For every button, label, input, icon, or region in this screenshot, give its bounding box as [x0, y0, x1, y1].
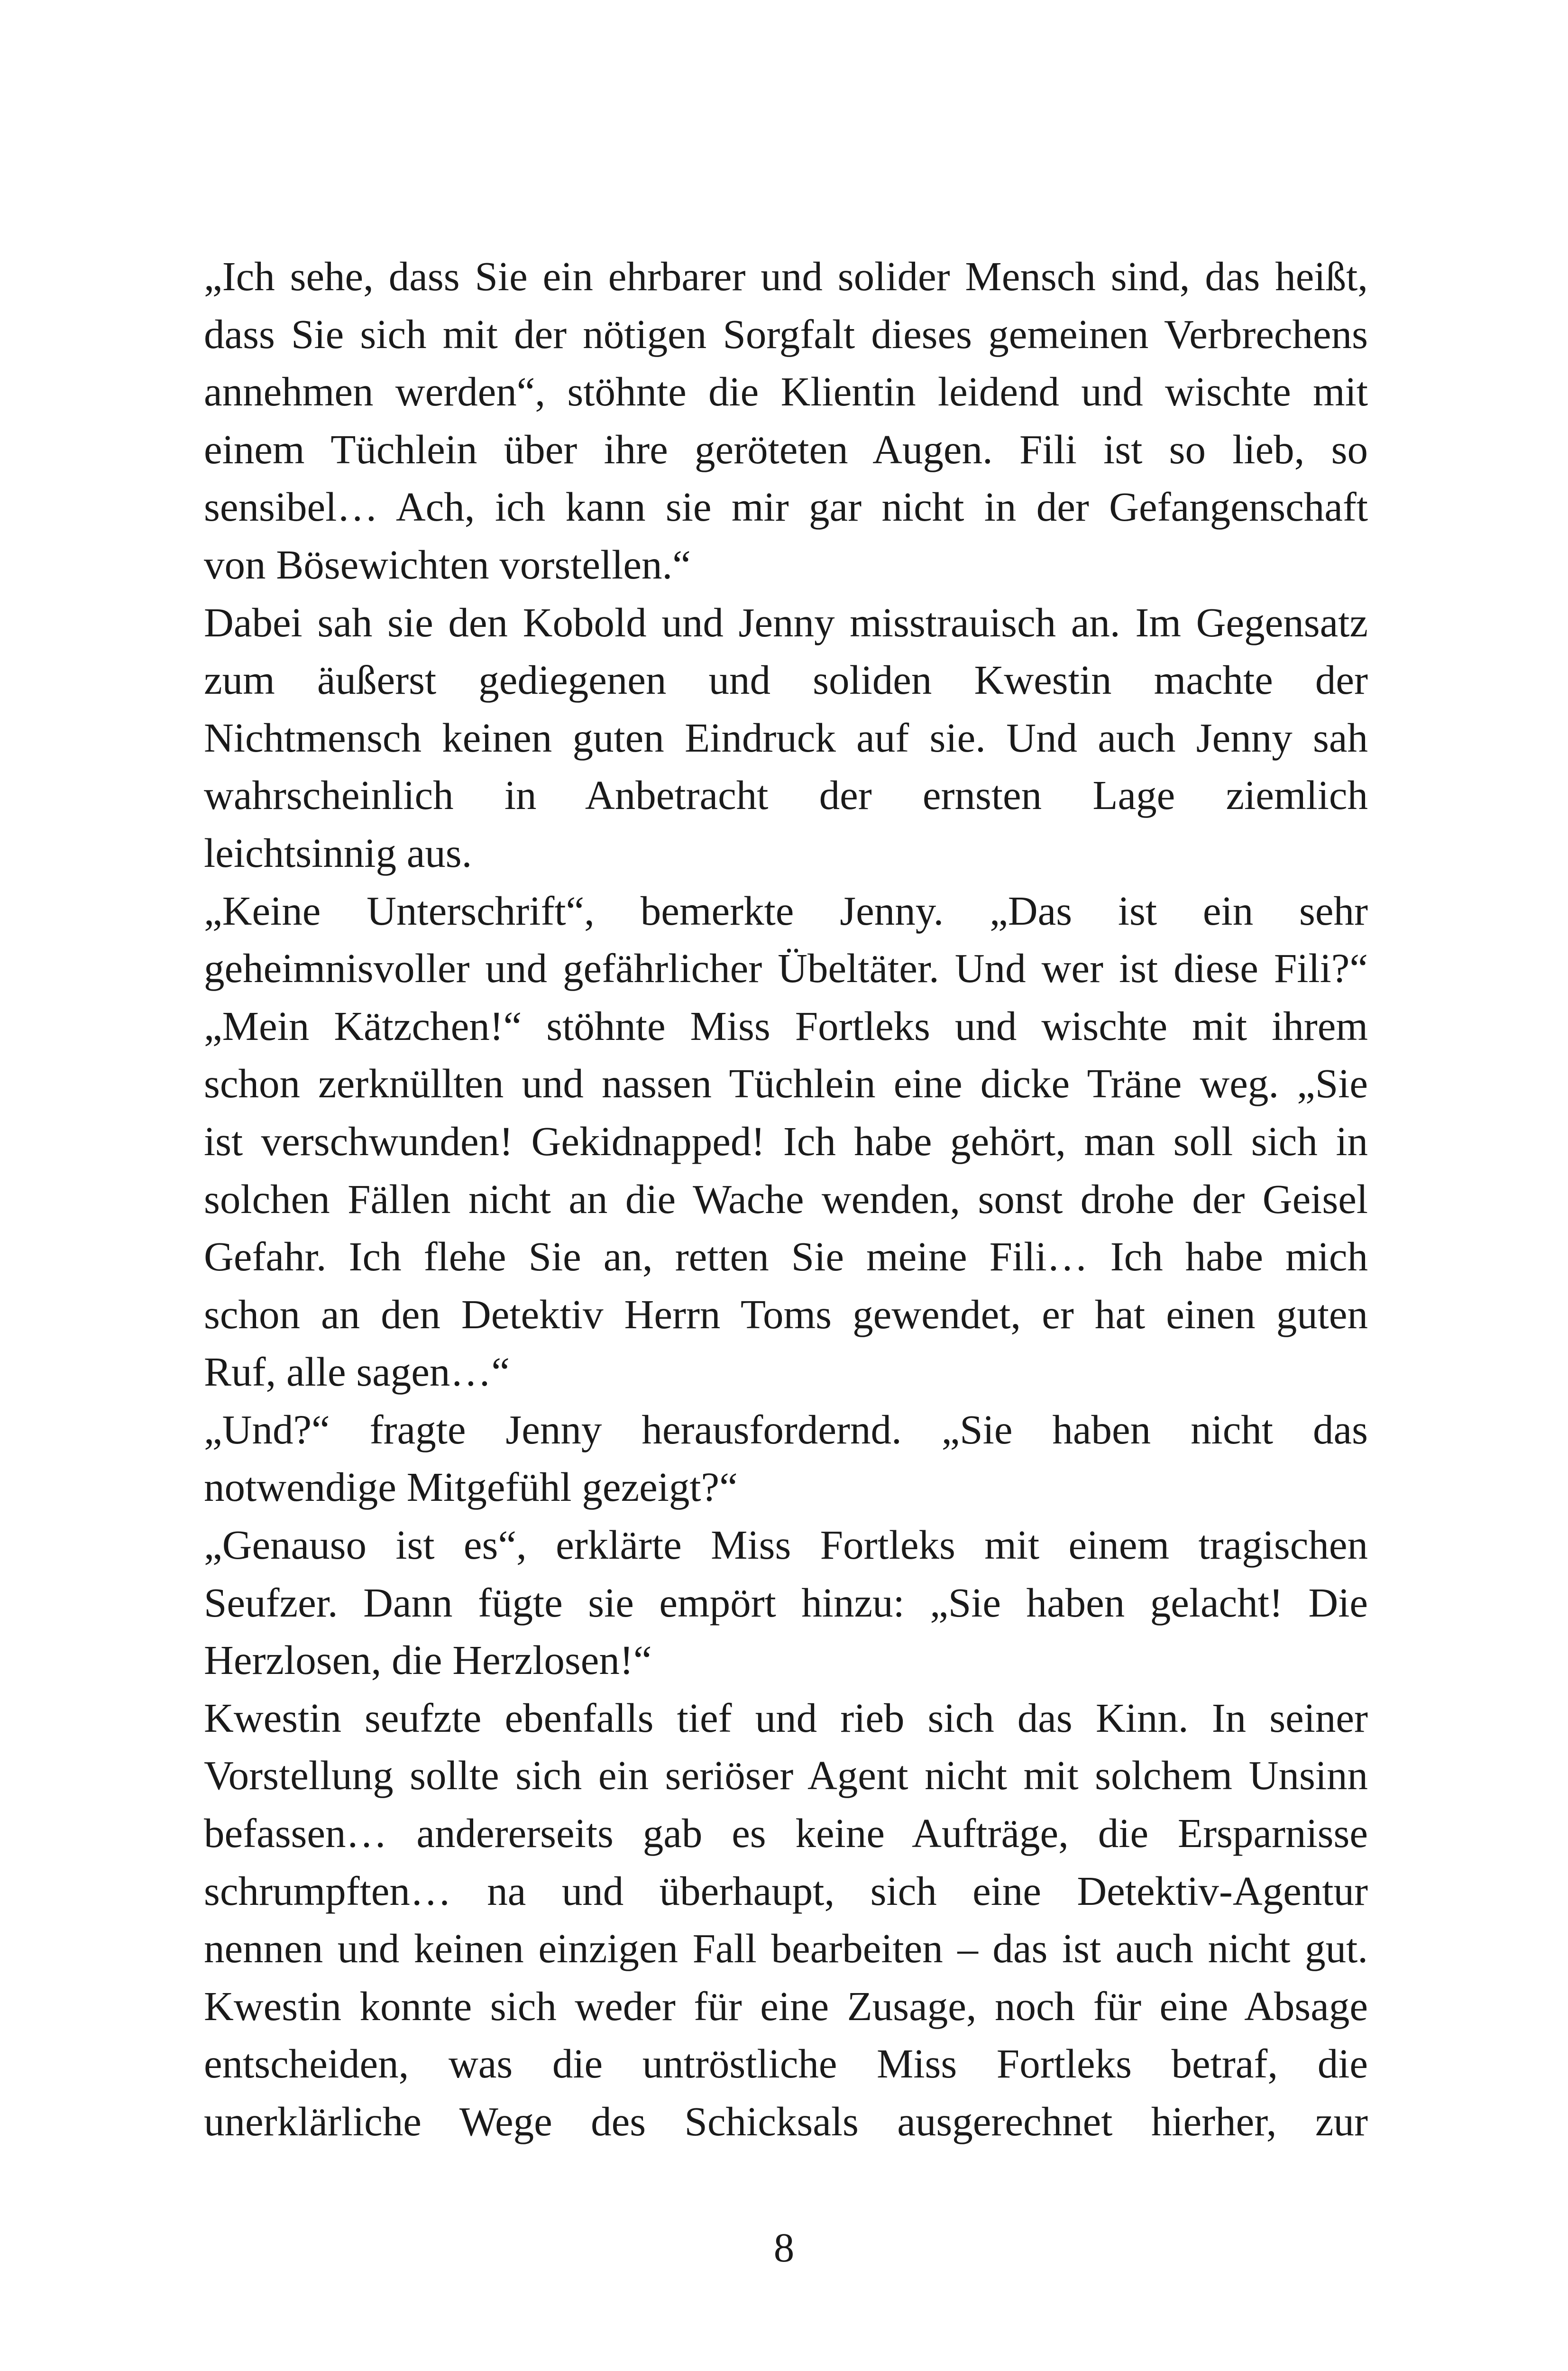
text-line: einem Tüchlein über ihre geröteten Augen. Fili ist so lieb, so — [204, 426, 1368, 472]
page-number: 8 — [773, 2224, 795, 2270]
text-line: sensibel… Ach, ich kann sie mir gar nicht in der Gefangenschaft — [204, 484, 1368, 530]
text-line: Gefahr. Ich flehe Sie an, retten Sie meine Fili… Ich habe mich — [204, 1233, 1368, 1280]
text-line: „Ich sehe, dass Sie ein ehrbarer und solider Mensch sind, das heißt, — [204, 253, 1368, 299]
text-line: schrumpften… na und überhaupt, sich eine Detektiv-Agentur — [204, 1867, 1368, 1914]
text-line: Kwestin seufzte ebenfalls tief und rieb sich das Kinn. In seiner — [204, 1694, 1368, 1741]
text-line: entscheiden, was die untröstliche Miss Fortleks betraf, die — [204, 2040, 1368, 2087]
text-line: schon zerknüllten und nassen Tüchlein eine dicke Träne weg. „Sie — [204, 1060, 1368, 1107]
text-line: Kwestin konnte sich weder für eine Zusage, noch für eine Absage — [204, 1983, 1368, 2029]
text-line: „Mein Kätzchen!“ stöhnte Miss Fortleks und wischte mit ihrem — [204, 1002, 1368, 1049]
text-line: ist verschwunden! Gekidnapped! Ich habe gehört, man soll sich in — [204, 1118, 1368, 1164]
text-line: dass Sie sich mit der nötigen Sorgfalt dieses gemeinen Verbrechens — [204, 311, 1368, 357]
text-line: nennen und keinen einzigen Fall bearbeiten – das ist auch nicht gut. — [204, 1925, 1368, 1972]
text-line: „Keine Unterschrift“, bemerkte Jenny. „Das ist ein sehr — [204, 887, 1368, 934]
text-line: annehmen werden“, stöhnte die Klientin leidend und wischte mit — [204, 368, 1368, 415]
text-line: solchen Fällen nicht an die Wache wenden, sonst drohe der Geisel — [204, 1176, 1368, 1222]
text-line: leichtsinnig aus. — [204, 829, 472, 876]
text-line: notwendige Mitgefühl gezeigt?“ — [204, 1464, 738, 1510]
text-line: Vorstellung sollte sich ein seriöser Agent nicht mit solchem Unsinn — [204, 1752, 1368, 1799]
text-line: Seufzer. Dann fügte sie empört hinzu: „Sie haben gelacht! Die — [204, 1579, 1368, 1626]
text-line: „Genauso ist es“, erklärte Miss Fortleks mit einem tragischen — [204, 1522, 1368, 1568]
text-line: befassen… andererseits gab es keine Aufträge, die Ersparnisse — [204, 1810, 1368, 1856]
text-line: geheimnisvoller und gefährlicher Übeltäter. Und wer ist diese Fili?“ — [204, 945, 1368, 992]
text-line: Dabei sah sie den Kobold und Jenny misstrauisch an. Im Gegensatz — [204, 599, 1368, 645]
text-line: „Und?“ fragte Jenny herausfordernd. „Sie haben nicht das — [204, 1406, 1368, 1452]
text-line: Ruf, alle sagen…“ — [204, 1349, 510, 1395]
body-text — [204, 248, 1368, 2150]
text-line: Nichtmensch keinen guten Eindruck auf sie. Und auch Jenny sah — [204, 714, 1368, 761]
text-line: schon an den Detektiv Herrn Toms gewendet, er hat einen guten — [204, 1291, 1368, 1337]
text-line: zum äußerst gediegenen und soliden Kwestin machte der — [204, 657, 1368, 703]
text-line: unerklärliche Wege des Schicksals ausgerechnet hierher, zur — [204, 2098, 1368, 2144]
text-line: Herzlosen, die Herzlosen!“ — [204, 1637, 652, 1683]
text-line: von Bösewichten vorstellen.“ — [204, 541, 691, 588]
text-line: wahrscheinlich in Anbetracht der ernsten Lage ziemlich — [204, 772, 1368, 818]
